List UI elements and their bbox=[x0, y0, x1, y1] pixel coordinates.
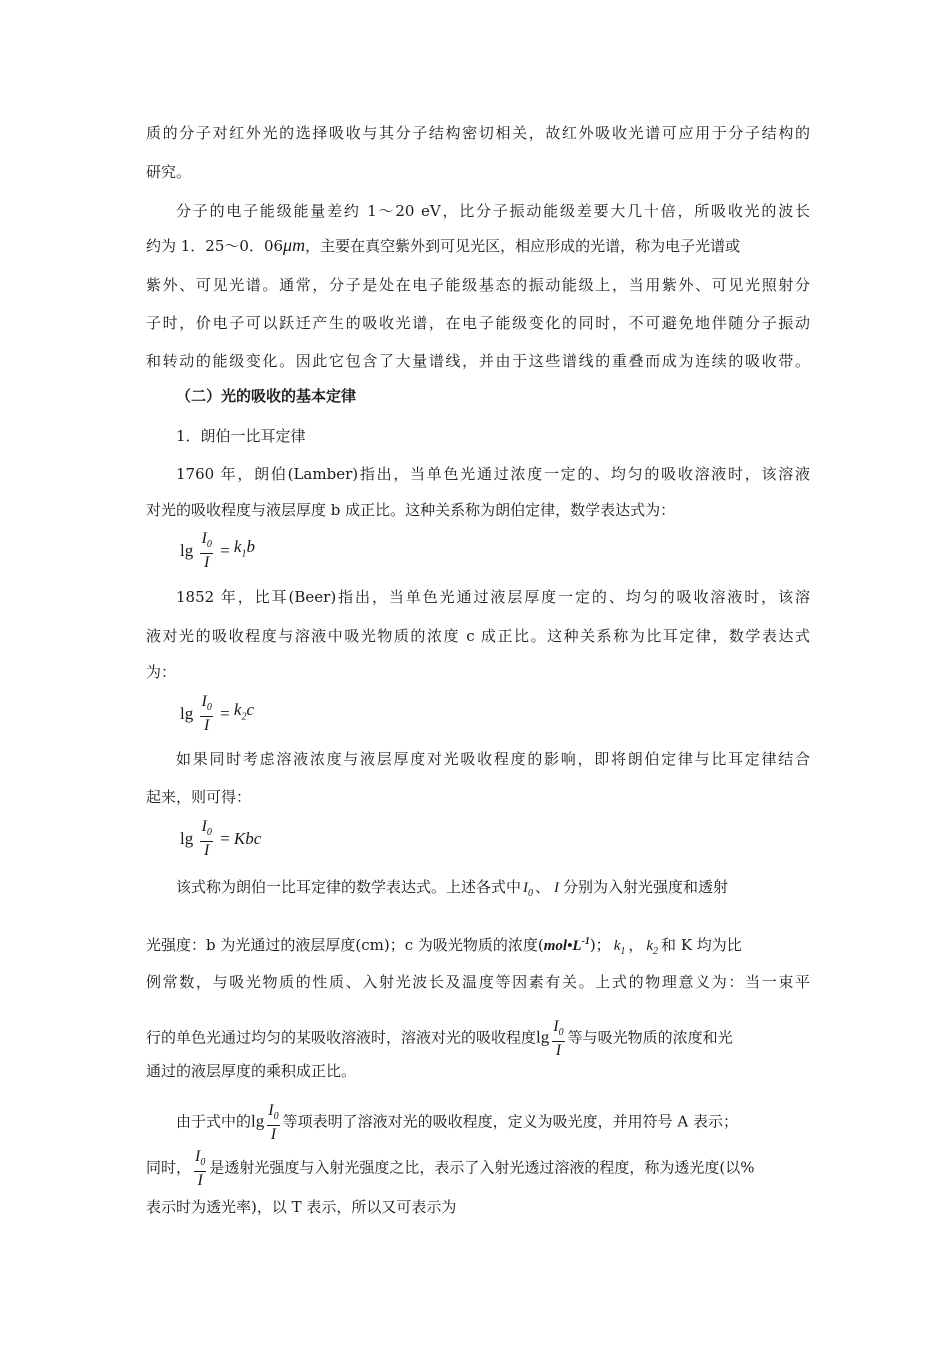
symbol-k: k bbox=[233, 537, 242, 557]
paragraph-line: 紫外、可见光谱。通常，分子是处在电子能级基态的振动能级上，当用紫外、可见光照射分 bbox=[146, 276, 810, 294]
symbol-I: I bbox=[268, 1102, 274, 1119]
text-run: 分别为入射光强度和透射 bbox=[563, 878, 729, 896]
symbol-I: I bbox=[201, 530, 207, 547]
equation-beer bbox=[180, 693, 254, 734]
fraction-I0-over-I bbox=[200, 818, 212, 859]
equals-sign: = bbox=[220, 704, 230, 724]
subscript: 0 bbox=[206, 539, 212, 551]
text-run: 行的单色光通过均匀的某吸收溶液时，溶液对光的吸收程度 bbox=[146, 1028, 537, 1047]
subscript: 0 bbox=[206, 702, 212, 714]
subsection-heading: 1．朗伯一比耳定律 bbox=[176, 427, 306, 445]
symbol-I: I bbox=[201, 818, 207, 835]
symbol-I: I bbox=[203, 717, 210, 735]
subscript: 2 bbox=[241, 711, 247, 723]
paragraph-line bbox=[146, 1018, 810, 1059]
paragraph-line: 1852 年，比耳(Beer)指出，当单色光通过液层厚度一定的、均匀的吸收溶液时，该溶 bbox=[176, 588, 810, 606]
subscript: 1 bbox=[241, 548, 247, 560]
equation-lambert bbox=[180, 530, 255, 571]
symbol-k: k bbox=[646, 938, 654, 954]
symbol-I: I bbox=[553, 1018, 559, 1035]
symbol-k: k bbox=[233, 700, 242, 720]
paragraph-line bbox=[146, 932, 810, 961]
text-run: 等与吸光物质的浓度和光 bbox=[567, 1028, 733, 1047]
symbol-I: I bbox=[195, 1148, 201, 1165]
text-run: 由于式中的 bbox=[176, 1112, 252, 1131]
symbol-I: I bbox=[203, 554, 210, 572]
superscript: -1 bbox=[581, 936, 590, 947]
symbol-k: k bbox=[613, 938, 621, 954]
equation-lambert-beer bbox=[180, 818, 261, 859]
paragraph-line: 和转动的能级变化。因此它包含了大量谱线，并由于这些谱线的重叠而成为连续的吸收带。 bbox=[146, 352, 810, 370]
paragraph-line: 分子的电子能级能量差约 1～20 eV，比分子振动能级差要大几十倍，所吸收光的波长 bbox=[176, 202, 810, 220]
equals-sign: = bbox=[220, 829, 230, 849]
fraction-I0-over-I bbox=[200, 530, 212, 571]
subscript: 2 bbox=[653, 946, 659, 957]
text-run: 和 K 均为比 bbox=[661, 936, 742, 954]
lg-operator: lg bbox=[536, 1027, 550, 1047]
text-run: 光强度：b 为光通过的液层厚度(cm)；c 为吸光物质的浓度( bbox=[146, 936, 544, 954]
fraction-I0-over-I bbox=[194, 1148, 206, 1189]
lg-operator: lg bbox=[180, 541, 194, 561]
text-run: 约为 1．25～0．06 bbox=[146, 237, 284, 255]
paragraph-line: 如果同时考虑溶液浓度与液层厚度对光吸收程度的影响，即将朗伯定律与比耳定律结合 bbox=[176, 750, 810, 768]
paragraph-line: 质的分子对红外光的选择吸收与其分子结构密切相关，故红外吸收光谱可应用于分子结构的 bbox=[146, 124, 810, 142]
fraction-I0-over-I bbox=[200, 693, 212, 734]
paragraph-line: 研究。 bbox=[146, 163, 192, 181]
symbol-I: I bbox=[523, 880, 529, 896]
paragraph-line: 例常数，与吸光物质的性质、入射光波长及温度等因素有关。上式的物理意义为：当一束平 bbox=[146, 973, 810, 991]
unit-mol-per-liter: mol•L bbox=[543, 938, 582, 954]
subscript: 0 bbox=[273, 1111, 279, 1123]
paragraph-line: 通过的液层厚度的乘积成正比。 bbox=[146, 1062, 357, 1080]
text-run: )； bbox=[589, 936, 611, 954]
text-run: 、 bbox=[535, 878, 551, 896]
text-run: 是透射光强度与入射光强度之比，表示了入射光透过溶液的程度，称为透光度(以% bbox=[209, 1158, 755, 1177]
text-run: 同时， bbox=[146, 1158, 192, 1177]
paragraph-line: 液对光的吸收程度与溶液中吸光物质的浓度 c 成正比。这种关系称为比耳定律，数学表达式 bbox=[146, 627, 810, 645]
paragraph-line bbox=[146, 236, 810, 256]
text-run: 等项表明了溶液对光的吸收程度，定义为吸光度，并用符号 A 表示； bbox=[282, 1112, 738, 1131]
subscript: 0 bbox=[528, 888, 534, 899]
paragraph-line: 表示时为透光率)，以 T 表示，所以又可表示为 bbox=[146, 1198, 457, 1216]
unit-micrometer: μm bbox=[283, 235, 306, 255]
symbol-I: I bbox=[203, 842, 210, 860]
symbol-Kbc: Kbc bbox=[233, 829, 262, 849]
paragraph-line bbox=[176, 878, 810, 903]
lg-operator: lg bbox=[251, 1111, 265, 1131]
equals-sign: = bbox=[220, 541, 230, 561]
symbol-I: I bbox=[270, 1126, 277, 1144]
subscript: 0 bbox=[558, 1027, 564, 1039]
text-run: 该式称为朗伯一比耳定律的数学表达式。上述各式中 bbox=[176, 878, 522, 896]
section-heading: （二）光的吸收的基本定律 bbox=[176, 387, 357, 405]
symbol-b: b bbox=[246, 537, 255, 557]
subscript: 0 bbox=[206, 827, 212, 839]
symbol-I: I bbox=[201, 693, 207, 710]
paragraph-line bbox=[146, 1148, 810, 1189]
paragraph-line: 起来，则可得： bbox=[146, 788, 252, 806]
paragraph-line: 子时，价电子可以跃迁产生的吸收光谱，在电子能级变化的同时，不可避免地伴随分子振动 bbox=[146, 314, 810, 332]
subscript: 1 bbox=[620, 946, 626, 957]
text-run: ，主要在真空紫外到可见光区，相应形成的光谱，称为电子光谱或 bbox=[305, 237, 741, 255]
symbol-I: I bbox=[197, 1172, 203, 1190]
fraction-I0-over-I bbox=[267, 1102, 279, 1143]
lg-operator: lg bbox=[180, 704, 194, 724]
paragraph-line: 1760 年，朗伯(Lamber)指出，当单色光通过浓度一定的、均匀的吸收溶液时，该溶液 bbox=[176, 465, 810, 483]
fraction-I0-over-I bbox=[552, 1018, 564, 1059]
symbol-c: c bbox=[246, 700, 254, 720]
symbol-I: I bbox=[555, 1042, 562, 1060]
paragraph-line: 对光的吸收程度与液层厚度 b 成正比。这种关系称为朗伯定律，数学表达式为： bbox=[146, 501, 676, 519]
paragraph-line bbox=[176, 1102, 810, 1143]
text-run: ， bbox=[628, 936, 644, 954]
subscript: 0 bbox=[200, 1157, 206, 1169]
symbol-I: I bbox=[554, 880, 560, 896]
paragraph-line: 为： bbox=[146, 663, 177, 681]
lg-operator: lg bbox=[180, 829, 194, 849]
